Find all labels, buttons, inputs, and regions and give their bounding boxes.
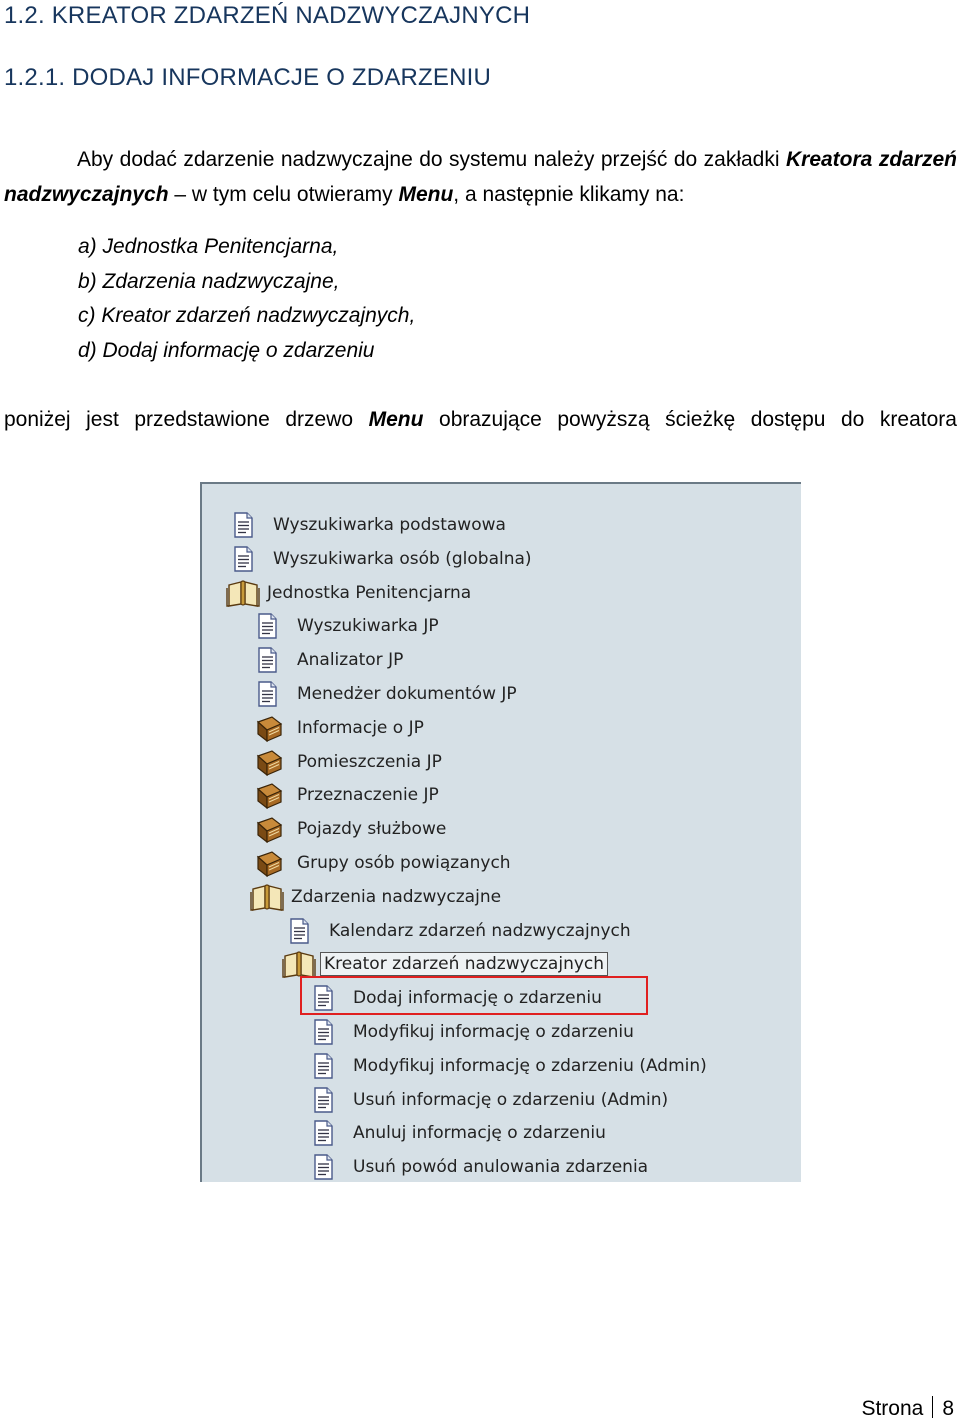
tree-node[interactable] xyxy=(254,679,520,709)
closed-book-icon xyxy=(254,815,284,843)
tree-node-label: Modyfikuj informację o zdarzeniu xyxy=(353,1022,634,1042)
tree-node-label: Analizator JP xyxy=(297,650,404,671)
tree-node[interactable] xyxy=(254,611,442,641)
page-footer xyxy=(861,1396,954,1421)
document-icon xyxy=(310,1052,336,1080)
open-book-icon xyxy=(226,579,260,607)
document-icon xyxy=(310,1119,336,1147)
tree-node-label: Modyfikuj informację o zdarzeniu (Admin) xyxy=(353,1055,707,1076)
tree-caption xyxy=(4,402,957,437)
caption-bold-menu: Menu xyxy=(368,408,424,431)
tree-node-label: Wyszukiwarka osób (globalna) xyxy=(273,548,532,569)
tree-node-label: Jednostka Penitencjarna xyxy=(267,582,472,603)
intro-text-2: – w tym celu otwieramy xyxy=(168,183,399,206)
document-icon xyxy=(254,612,280,640)
step-item: b) Zdarzenia nadzwyczajne, xyxy=(78,269,340,293)
tree-node-label: Menedżer dokumentów JP xyxy=(297,684,517,704)
page-number: 8 xyxy=(942,1397,954,1420)
document-icon xyxy=(230,545,256,573)
tree-node-label: Wyszukiwarka podstawowa xyxy=(273,515,506,535)
tree-node-label: Informacje o JP xyxy=(297,717,424,738)
tree-node[interactable] xyxy=(254,848,514,878)
tree-node-label: Zdarzenia nadzwyczajne xyxy=(291,886,502,907)
tree-node-label: Przeznaczenie JP xyxy=(297,785,439,806)
tree-node-label: Dodaj informację o zdarzeniu xyxy=(353,988,602,1009)
tree-node[interactable] xyxy=(286,916,634,946)
tree-node-label: Grupy osób powiązanych xyxy=(297,853,511,873)
tree-node[interactable] xyxy=(254,814,449,844)
intro-text-1: Aby dodać zdarzenie nadzwyczajne do systemu należy przejść do zakładki xyxy=(77,148,786,171)
intro-text-3: , a następnie klikamy na: xyxy=(453,183,685,206)
tree-node[interactable] xyxy=(254,713,427,743)
open-book-icon xyxy=(282,950,316,978)
tree-node-label: Anuluj informację o zdarzeniu xyxy=(353,1123,606,1144)
tree-node[interactable] xyxy=(282,949,608,979)
tree-node[interactable] xyxy=(310,1152,651,1182)
caption-text-1: poniżej jest przedstawione drzewo xyxy=(4,408,369,431)
caption-text-2: obrazujące powyższą ścieżkę dostępu do kreatora xyxy=(423,408,957,431)
tree-node[interactable] xyxy=(310,1085,671,1115)
tree-node-label: Pojazdy służbowe xyxy=(297,819,447,840)
document-icon xyxy=(254,646,280,674)
menu-tree-screenshot xyxy=(200,482,801,1182)
tree-node[interactable] xyxy=(254,747,445,777)
document-icon xyxy=(254,680,280,708)
tree-node-label: Kalendarz zdarzeń nadzwyczajnych xyxy=(329,920,631,941)
closed-book-icon xyxy=(254,781,284,809)
tree-node[interactable] xyxy=(226,578,474,608)
tree-node[interactable] xyxy=(230,510,509,540)
tree-node[interactable] xyxy=(310,1118,609,1148)
document-icon xyxy=(310,984,336,1012)
document-icon xyxy=(286,917,312,945)
step-item: a) Jednostka Penitencjarna, xyxy=(78,235,339,258)
closed-book-icon xyxy=(254,748,284,776)
tree-node-label: Usuń powód anulowania zdarzenia xyxy=(353,1157,649,1178)
tree-node[interactable] xyxy=(310,983,605,1013)
tree-node-label: Wyszukiwarka JP xyxy=(297,616,439,637)
step-item: d) Dodaj informację o zdarzeniu xyxy=(78,338,375,362)
document-icon xyxy=(310,1018,336,1046)
section-heading: 1.2. KREATOR ZDARZEŃ NADZWYCZAJNYCH xyxy=(4,2,531,29)
footer-separator xyxy=(932,1396,933,1418)
intro-bold-kreator: Kreatora zdarzeń nadzwyczajnych xyxy=(4,148,958,206)
tree-node[interactable] xyxy=(254,645,406,675)
step-item: c) Kreator zdarzeń nadzwyczajnych, xyxy=(78,304,416,327)
document-icon xyxy=(310,1086,336,1114)
tree-node[interactable] xyxy=(310,1017,637,1047)
intro-paragraph xyxy=(4,142,957,212)
tree-node[interactable] xyxy=(310,1051,710,1081)
steps-list xyxy=(78,230,415,368)
tree-node-label: Usuń informację o zdarzeniu (Admin) xyxy=(353,1089,669,1110)
tree-node[interactable] xyxy=(230,544,535,574)
subsection-heading: 1.2.1. DODAJ INFORMACJE O ZDARZENIU xyxy=(4,64,492,91)
intro-bold-menu: Menu xyxy=(398,183,454,206)
closed-book-icon xyxy=(254,714,284,742)
tree-node-label: Kreator zdarzeń nadzwyczajnych xyxy=(320,952,608,976)
document-icon xyxy=(310,1153,336,1181)
tree-node[interactable] xyxy=(250,882,504,912)
footer-label: Strona xyxy=(861,1397,924,1420)
tree-node[interactable] xyxy=(254,780,442,810)
closed-book-icon xyxy=(254,849,284,877)
tree-node-label: Pomieszczenia JP xyxy=(297,751,442,772)
open-book-icon xyxy=(250,883,284,911)
document-icon xyxy=(230,511,256,539)
